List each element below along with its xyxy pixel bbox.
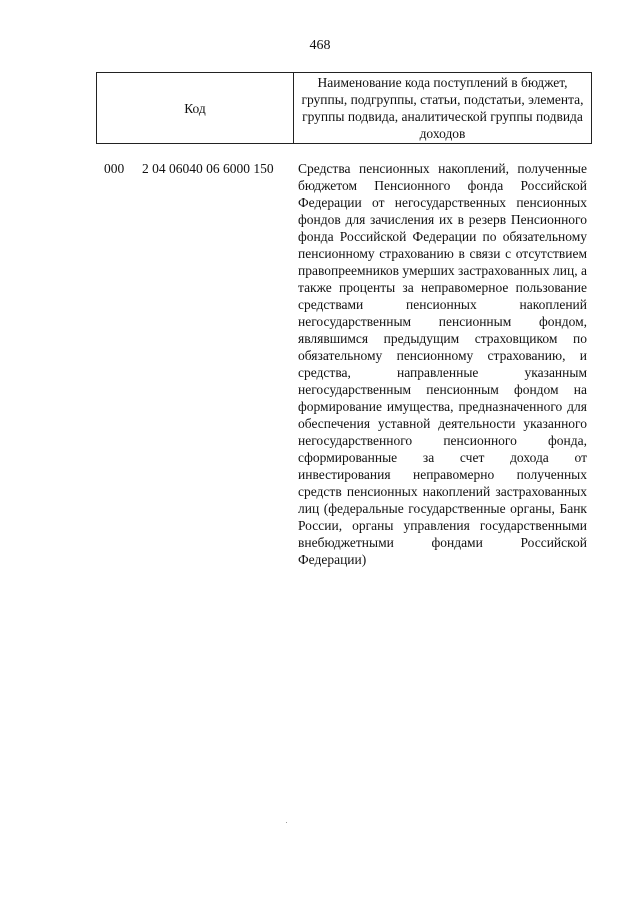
header-row: [97, 73, 592, 144]
page-number: 468: [309, 38, 331, 53]
header-code-cell: Код: [97, 73, 294, 144]
header-name-cell: Наименование кода поступлений в бюджет, группы, подгруппы, статьи, подстатьи, элемента, группы подвида, аналитической группы подвида доходов: [294, 73, 592, 144]
header-table: [96, 72, 592, 144]
income-description: Средства пенсионных накоплений, полученные бюджетом Пенсионного фонда Российской Федерации от негосударственных пенсионных фондов для зачисления их в резерв Пенсионного фонда Российской Федерации по обязательному пенсионному страхованию в связи с отсутствием правопреемников умерших застрахованных лиц, а также проценты за неправомерное пользование средствами пенсионных накоплений негосударственным пенсионным фондом, являвшимся предыдущим страховщиком по обязательному пенсионному страхованию, и средства, направленные указанным негосударственным пенсионным фондом на формирование имущества, предназначенного для обеспечения уставной деятельности указанного негосударственного пенсионного фонда, сформированные за счет дохода от инвестирования неправомерно полученных средств пенсионных накоплений застрахованных лиц (федеральные государственные органы, Банк России, органы управления государственными внебюджетными фондами Российской Федерации): [298, 161, 587, 567]
budget-code: 2 04 06040 06 6000 150: [142, 161, 274, 176]
scan-speck: [286, 822, 287, 823]
admin-code: 000: [104, 161, 125, 176]
